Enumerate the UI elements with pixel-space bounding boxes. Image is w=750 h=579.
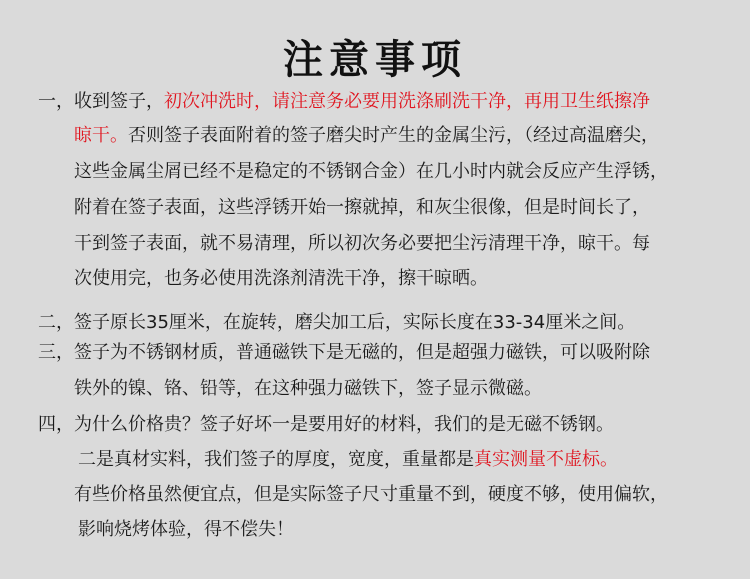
p1-line-2-highlight: 晾干。 xyxy=(74,125,128,146)
p4-line-3: 有些价格虽然便宜点，但是实际签子尺寸重量不到，硬度不够，使用偏软， xyxy=(74,484,668,505)
p4-line-2-highlight: 真实测量不虚标。 xyxy=(474,449,618,470)
p3-line-1: 三，签子为不锈钢材质，普通磁铁下是无磁的，但是超强力磁铁，可以吸附除 xyxy=(38,342,650,363)
p1-line-1-highlight: 初次冲洗时，请注意务必要用洗涤刷洗干净，再用卫生纸擦净 xyxy=(164,91,650,112)
p1-line-2-text: 否则签子表面附着的签子磨尖时产生的金属尘污，（经过高温磨尖， xyxy=(128,125,659,146)
p1-line-2 xyxy=(74,124,659,148)
p1-line-6: 次使用完，也务必使用洗涤剂清洗干净，擦干晾晒。 xyxy=(74,268,488,289)
p4-line-4: 影响烧烤体验，得不偿失！ xyxy=(78,519,294,540)
p2-line: 二，签子原长35厘米，在旋转，磨尖加工后，实际长度在33-34厘米之间。 xyxy=(38,312,636,333)
p1-line-4: 附着在签子表面，这些浮锈开始一擦就掉，和灰尘很像，但是时间长了， xyxy=(74,197,650,218)
p1-line-1 xyxy=(38,90,650,114)
p1-line-3: 这些金属尘屑已经不是稳定的不锈钢合金）在几小时内就会反应产生浮锈， xyxy=(74,161,668,182)
p1-line-5: 干到签子表面，就不易清理，所以初次务必要把尘污清理干净，晾干。每 xyxy=(74,233,650,254)
p1-line-1-text: 一，收到签子， xyxy=(38,91,164,112)
p4-line-2 xyxy=(78,448,618,472)
p3-line-2: 铁外的镍、铬、铅等，在这种强力磁铁下，签子显示微磁。 xyxy=(74,378,542,399)
p4-line-2-text: 二是真材实料，我们签子的厚度，宽度，重量都是 xyxy=(78,449,474,470)
p4-line-1: 四，为什么价格贵？签子好坏一是要用好的材料，我们的是无磁不锈钢。 xyxy=(38,414,614,435)
page-title: 注意事项 xyxy=(283,37,467,83)
